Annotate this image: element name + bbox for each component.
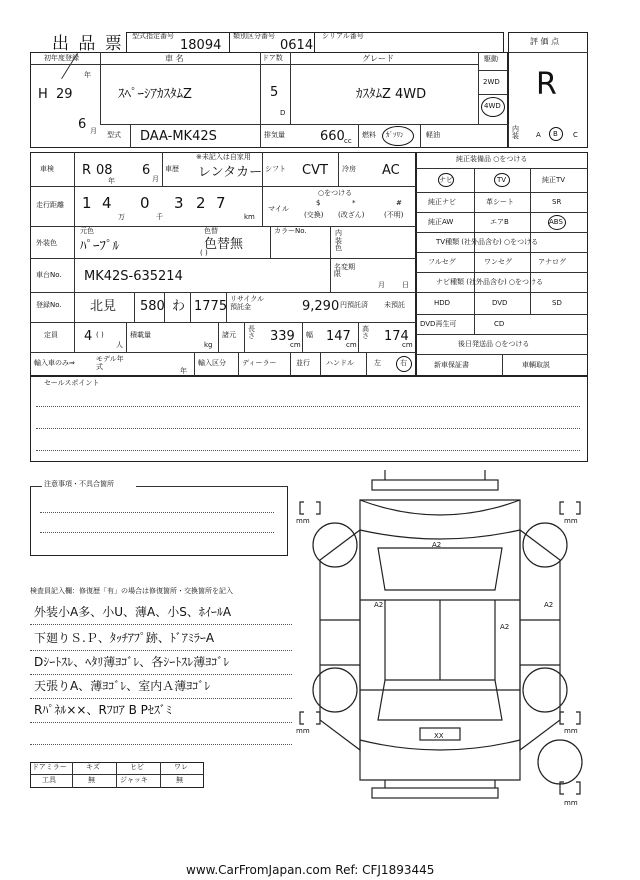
- reg-num: 1775: [194, 299, 228, 314]
- fuel-value: ｶﾞｿﾘﾝ: [386, 131, 404, 139]
- damage-mark-left: A2: [374, 601, 384, 609]
- navi-cd: CD: [494, 320, 505, 328]
- car-damage-diagram: [290, 470, 590, 810]
- reg-area: 北見: [90, 299, 117, 314]
- capacity-paren: ( ): [96, 331, 104, 339]
- equip-tv: TV: [497, 176, 507, 184]
- later-label: 後日発送品 ○をつける: [458, 340, 530, 348]
- mm-label-fl: mm: [296, 517, 310, 525]
- interior-a: A: [536, 131, 541, 139]
- tools-h-crack: ヒビ: [130, 763, 144, 771]
- equip-std-aw: 純正AW: [428, 218, 454, 226]
- length-label: 長さ: [248, 325, 255, 340]
- mileage-unknown-sym: #: [396, 199, 402, 207]
- mileage-dollar: $: [316, 199, 321, 207]
- shaken-label: 車検: [40, 165, 54, 173]
- type-cert-value: 18094: [180, 38, 222, 53]
- tv-oneseg: ワンセグ: [484, 258, 512, 266]
- width-label: 幅: [306, 331, 313, 339]
- recycle-no: 未預託: [384, 301, 405, 309]
- chassis-label: 車台No.: [36, 271, 62, 279]
- mileage-km: km: [244, 213, 255, 221]
- first-reg-year-unit: 年: [84, 71, 91, 79]
- handle-left: 左: [374, 359, 381, 367]
- model-year-unit: 年: [180, 367, 187, 375]
- reg-class: 580: [140, 299, 165, 314]
- mileage-tampered: (改ざん): [338, 211, 365, 219]
- color-value: ﾊﾟｰﾌﾟﾙ: [80, 239, 119, 254]
- tv-fullseg: フルセグ: [428, 258, 456, 266]
- load-kg: kg: [204, 341, 213, 349]
- mm-label-fr: mm: [564, 517, 578, 525]
- later-warranty: 新車保証書: [434, 361, 469, 369]
- interior-b: B: [553, 130, 558, 138]
- name-change-month: 月: [378, 281, 385, 289]
- aircon-value: AC: [382, 163, 400, 178]
- tools-jack: ジャッキ: [120, 776, 148, 784]
- displacement-label: 排気量: [264, 131, 285, 139]
- first-reg-month: 6: [78, 117, 87, 132]
- model-value: DAA-MK42S: [140, 129, 217, 144]
- interior-label: 内装: [512, 125, 519, 140]
- import-type-label: 輸入区分: [198, 359, 226, 367]
- history-note: ※未記入は自家用: [196, 153, 251, 161]
- category-label: 類別区分番号: [233, 32, 275, 40]
- sales-point-label: セールスポイント: [44, 379, 100, 387]
- handle-label: ハンドル: [326, 359, 354, 367]
- name-change-label: 名変期限: [334, 263, 355, 278]
- inspector-label: 検査員記入欄：修復歴「有」の場合は修復箇所・交換箇所を記入: [30, 587, 233, 595]
- colorno-label: カラーNo.: [274, 227, 307, 235]
- mileage-digit-4: 3: [174, 194, 184, 212]
- sheet-title: 出 品 票: [52, 34, 124, 54]
- damage-mark-xx: XX: [434, 732, 444, 740]
- damage-mark-rear: A2: [500, 623, 510, 631]
- reg-kana: わ: [172, 299, 186, 314]
- import-dealer: ディーラー: [242, 359, 277, 367]
- mileage-sen: 千: [156, 213, 163, 221]
- mileage-digit-5: 2: [196, 194, 206, 212]
- tools-tool-value: 無: [88, 776, 95, 784]
- notes-label: 注意事項・不具合箇所: [44, 480, 114, 488]
- first-reg-month-unit: 月: [90, 127, 97, 135]
- mileage-digit-2: 4: [102, 194, 112, 212]
- aircon-label: 冷房: [342, 165, 356, 173]
- recycle-label: リサイクル預託金: [230, 295, 265, 311]
- tools-h-break: ワレ: [174, 763, 188, 771]
- equip-airbag: エアB: [490, 218, 509, 226]
- equip-sr: SR: [552, 198, 562, 206]
- light-oil: 軽油: [426, 131, 440, 139]
- height-value: 174: [384, 329, 409, 344]
- navi-dvd-play: DVD再生可: [420, 320, 457, 328]
- first-reg-label: 初年度登録: [44, 54, 79, 62]
- capacity-unit: 人: [116, 341, 123, 349]
- color-paren: ( ): [200, 249, 208, 257]
- tools-tool: 工具: [42, 776, 56, 784]
- doors-value: 5: [270, 85, 279, 100]
- mileage-digit-3: 0: [140, 194, 150, 212]
- color-label: 外装色: [36, 239, 57, 247]
- mileage-unknown: (不明): [384, 211, 404, 219]
- shaken-month: 6: [142, 163, 151, 178]
- height-cm: cm: [402, 341, 413, 349]
- model-label: 型式: [107, 131, 121, 139]
- inspector-line-5: Rﾊﾟﾈﾙ××、Rﾌﾛｱ B Pｾｽﾞﾐ: [34, 703, 172, 717]
- shift-label: シフト: [265, 165, 286, 173]
- navi-hdd: HDD: [434, 299, 451, 307]
- history-label: 車歴: [165, 165, 179, 173]
- tv-analog: アナログ: [538, 258, 566, 266]
- footer-watermark: www.CarFromJapan.com Ref: CFJ1893445: [186, 863, 435, 877]
- fuel-label: 燃料: [362, 131, 376, 139]
- later-manual: 車輌取説: [522, 361, 550, 369]
- import-label: 輸入車のみ⇒: [34, 359, 75, 367]
- shift-value: CVT: [302, 163, 328, 178]
- shaken-era: R: [82, 163, 92, 178]
- inner-color-label: 内装色: [335, 229, 342, 253]
- mileage-digit-1: 1: [82, 194, 92, 212]
- mileage-circle-note: ○をつける: [318, 189, 353, 197]
- first-reg-year: 29: [56, 87, 73, 102]
- equip-std-tv: 純正TV: [542, 176, 566, 184]
- inspector-line-1: 外装小A多、小U、薄A、小S、ﾎｲｰﾙA: [34, 605, 232, 619]
- history-value: レンタカー: [198, 165, 263, 180]
- equip-abs: ABS: [549, 218, 563, 226]
- capacity-value: 4: [84, 329, 93, 344]
- car-name-label: 車 名: [165, 54, 184, 63]
- mileage-mile: マイル: [268, 205, 289, 213]
- score-value: R: [536, 67, 557, 102]
- serial-label: シリアル番号: [322, 32, 364, 40]
- equip-navi: ナビ: [439, 176, 453, 184]
- length-cm: cm: [290, 341, 301, 349]
- mileage-digit-6: 7: [216, 194, 226, 212]
- capacity-label: 定員: [44, 331, 58, 339]
- tv-label: TV種類 (社外品含む) ○をつける: [436, 238, 539, 246]
- color-change-label: 色替: [204, 227, 218, 235]
- category-value: 0614: [280, 38, 314, 53]
- navi-sd: SD: [552, 299, 562, 307]
- width-value: 147: [326, 329, 351, 344]
- height-label: 高さ: [362, 325, 369, 340]
- model-year-label: モデル年式: [96, 355, 124, 371]
- mm-label-rr: mm: [564, 727, 578, 735]
- grade-value: ｶｽﾀﾑZ 4WD: [356, 87, 427, 102]
- color-change-value: 色替無: [204, 237, 244, 252]
- reg-label: 登録No.: [36, 301, 62, 309]
- type-cert-label: 型式指定番号: [132, 32, 174, 40]
- inspector-line-4: 天張りA、薄ﾖｺﾞﾚ、室内Ａ薄ﾖｺﾞﾚ: [34, 679, 211, 693]
- damage-mark-right: A2: [544, 601, 554, 609]
- mm-label-rl: mm: [296, 727, 310, 735]
- damage-mark-roof: A2: [432, 541, 442, 549]
- first-reg-era: H: [38, 87, 48, 102]
- dims-label: 諸元: [222, 331, 236, 339]
- recycle-unit: 円預託済: [340, 301, 368, 309]
- mileage-tampered-sym: *: [352, 199, 356, 207]
- navi-label: ナビ種類 (社外品含む) ○をつける: [436, 278, 544, 286]
- chassis-value: MK42S-635214: [84, 269, 183, 284]
- load-label: 積載量: [130, 331, 151, 339]
- equip-leather: 革シート: [486, 198, 514, 206]
- shaken-month-unit: 月: [152, 175, 159, 183]
- mileage-man: 万: [118, 213, 125, 221]
- inspector-line-2: 下廻りＳ.Ｐ、ﾀｯﾁｱﾌﾟ跡、ﾄﾞｱﾐﾗｰA: [34, 631, 215, 645]
- tools-h-scratch: キズ: [86, 763, 100, 771]
- drive-4wd: 4WD: [484, 102, 501, 110]
- equipment-label: 純正装備品 ○をつける: [456, 155, 528, 163]
- displacement-value: 660: [320, 129, 345, 144]
- handle-right: 右: [400, 359, 407, 367]
- length-value: 339: [270, 329, 295, 344]
- drive-2wd: 2WD: [483, 78, 500, 86]
- drive-label: 駆動: [484, 55, 498, 63]
- car-name: ｽﾍﾟｰｼｱｶｽﾀﾑZ: [118, 87, 192, 102]
- mileage-exchange: (交換): [304, 211, 324, 219]
- doors-label: ドア数: [262, 54, 283, 62]
- tools-jack-value: 無: [176, 776, 183, 784]
- mileage-label: 走行距離: [36, 201, 64, 209]
- shaken-year: 08: [96, 163, 113, 178]
- import-parallel: 並行: [296, 359, 310, 367]
- score-label: 評 価 点: [530, 37, 560, 46]
- width-cm: cm: [346, 341, 357, 349]
- inspector-line-3: Dｼｰﾄｽﾚ、ﾍﾀﾘ薄ﾖｺﾞﾚ、各ｼｰﾄｽﾚ薄ﾖｺﾞﾚ: [34, 655, 230, 669]
- navi-dvd: DVD: [492, 299, 508, 307]
- equip-std-navi: 純正ナビ: [428, 198, 456, 206]
- notes-box: [30, 486, 288, 556]
- orig-color-label: 元色: [80, 227, 94, 235]
- doors-suffix: D: [280, 109, 286, 117]
- cc-unit: cc: [344, 137, 352, 145]
- mm-label-spare: mm: [564, 799, 578, 807]
- shaken-year-unit: 年: [108, 177, 115, 185]
- recycle-value: 9,290: [302, 299, 340, 314]
- name-change-day: 日: [402, 281, 409, 289]
- tools-h-mirror: ドアミラー: [32, 763, 67, 771]
- interior-c: C: [573, 131, 578, 139]
- grade-label: グレード: [362, 54, 394, 63]
